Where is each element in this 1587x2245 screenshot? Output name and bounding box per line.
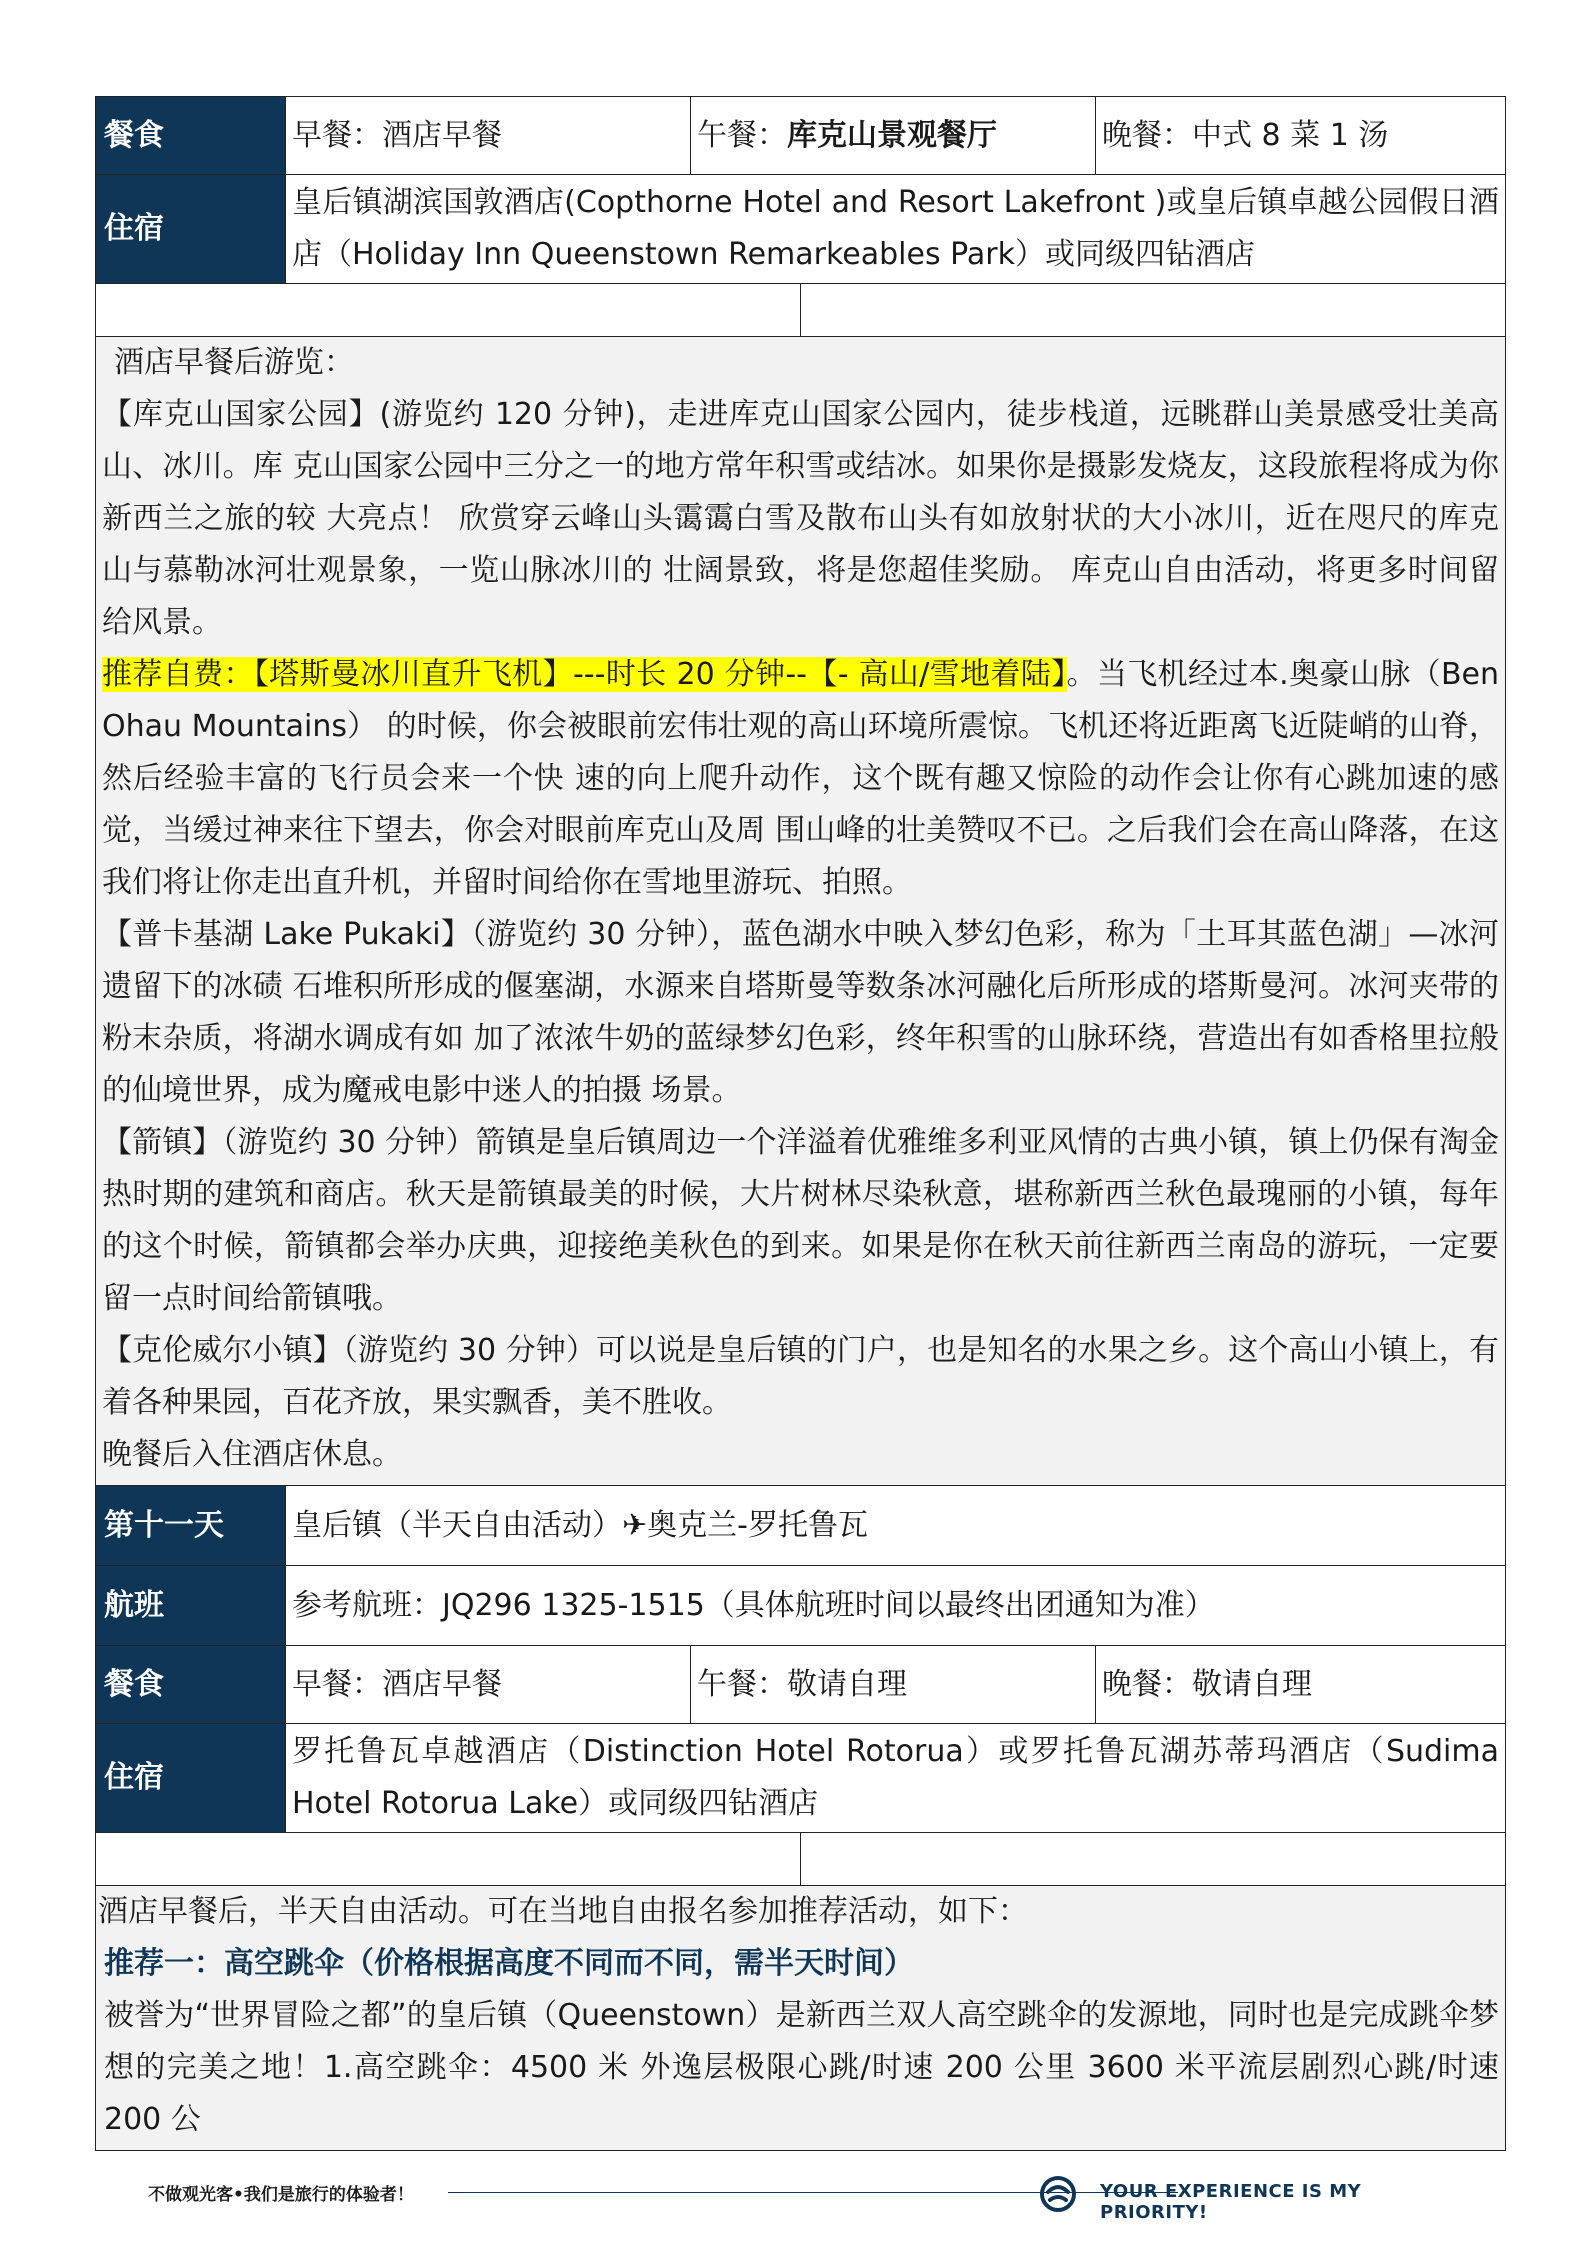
itinerary-lake-pukaki: 【普卡基湖 Lake Pukaki】（游览约 30 分钟），蓝色湖水中映入梦幻色彩，称为「土耳其蓝色湖」—冰河遗留下的冰碛 石堆积所形成的偃塞湖，水源来自塔斯曼等数条冰河融化后所形成的塔斯曼河。冰河夹带的粉末杂质，将湖水调成有如 加了浓浓牛奶的蓝绿梦幻色彩，终年积雪的山脉环绕，营造出有如香格里拉般的仙境世界，成为魔戒电影中迷人的拍摄 场景。 (102, 917, 1499, 1108)
breakfast-cell: 早餐：酒店早餐 (286, 97, 691, 175)
day11-itinerary-cell (96, 1886, 1506, 2151)
helicopter-description: 。当飞机经过本.奥豪山脉（Ben Ohau Mountains） 的时候，你会被眼前宏伟壮观的高山环境所震惊。飞机还将近距离飞近陡峭的山脊，然后经验丰富的飞行员会来一个快 速的向上爬升动作，这个既有趣又惊险的动作会让你有心跳加速的感觉，当缓过神来往下望去，你会对眼前库克山及周 围山峰的壮美赞叹不已。之后我们会在高山降落，在这我们将让你走出直升机，并留时间给你在雪地里游玩、拍照。 (102, 657, 1499, 900)
day10-blank-row (96, 284, 1506, 337)
dinner-cell: 晚餐：中式 8 菜 1 汤 (1096, 97, 1506, 175)
recommendation-text: 被誉为“世界冒险之都”的皇后镇（Queenstown）是新西兰双人高空跳伞的发源地，同时也是完成跳伞梦想的完美之地！1.高空跳伞：4500 米 外逸层极限心跳/时速 200 公里 3600 米平流层剧烈心跳/时速 200 公 (104, 1998, 1499, 2137)
lunch-value: 库克山景观餐厅 (787, 117, 997, 153)
brand-logo-icon (1038, 2174, 1078, 2214)
day11-blank-row (96, 1833, 1506, 1886)
itinerary-intro: 酒店早餐后，半天自由活动。可在当地自由报名参加推荐活动，如下： (98, 1894, 1028, 1929)
lodging-label: 住宿 (96, 1724, 286, 1833)
day10-lodging-row (96, 175, 1506, 284)
day10-meals-row (96, 97, 1506, 175)
lodging-value: 罗托鲁瓦卓越酒店（Distinction Hotel Rotorua）或罗托鲁瓦湖苏蒂玛酒店（Sudima Hotel Rotorua Lake）或同级四钻酒店 (286, 1724, 1506, 1833)
lunch-prefix: 午餐： (697, 117, 787, 153)
optional-tour-highlight: 推荐自费：【塔斯曼冰川直升飞机】---时长 20 分钟--【- 高山/雪地着陆】 (102, 657, 1067, 692)
itinerary-evening: 晚餐后入住酒店休息。 (102, 1437, 402, 1472)
dinner-cell: 晚餐：敬请自理 (1096, 1646, 1506, 1724)
day11-flight-row (96, 1566, 1506, 1646)
itinerary-arrowtown: 【箭镇】（游览约 30 分钟）箭镇是皇后镇周边一个洋溢着优雅维多利亚风情的古典小镇，镇上仍保有淘金热时期的建筑和商店。秋天是箭镇最美的时候，大片树林尽染秋意，堪称新西兰秋色最瑰丽的小镇，每年的这个时候，箭镇都会举办庆典，迎接绝美秋色的到来。如果是你在秋天前往新西兰南岛的游玩，一定要留一点时间给箭镇哦。 (102, 1125, 1499, 1316)
lunch-cell (691, 97, 1096, 175)
itinerary-intro: 酒店早餐后游览： (114, 345, 354, 380)
itinerary-table (95, 96, 1506, 2151)
blank-cell-right (801, 1833, 1506, 1886)
footer-slogan-cn: 不做观光客•我们是旅行的体验者！ (148, 2185, 414, 2205)
day-route: 皇后镇（半天自由活动）✈奥克兰-罗托鲁瓦 (286, 1486, 1506, 1566)
lunch-cell: 午餐：敬请自理 (691, 1646, 1096, 1724)
meals-label: 餐食 (96, 97, 286, 175)
blank-cell-right (801, 284, 1506, 337)
day10-itinerary-cell (96, 337, 1506, 1486)
blank-cell-left (96, 284, 801, 337)
day11-lodging-row (96, 1724, 1506, 1833)
lodging-label: 住宿 (96, 175, 286, 284)
flight-value: 参考航班：JQ296 1325-1515（具体航班时间以最终出团通知为准） (286, 1566, 1506, 1646)
day-label: 第十一天 (96, 1486, 286, 1566)
itinerary-mount-cook: 【库克山国家公园】(游览约 120 分钟)，走进库克山国家公园内，徒步栈道，远眺群山美景感受壮美高山、冰川。库 克山国家公园中三分之一的地方常年积雪或结冰。如果你是摄影发烧友，这段旅程将成为你新西兰之旅的较 大亮点！ 欣赏穿云峰山头霭霭白雪及散布山头有如放射状的大小冰川，近在咫尺的库克山与慕勒冰河壮观景象，一览山脉冰川的 壮阔景致，将是您超佳奖励。 库克山自由活动，将更多时间留给风景。 (102, 397, 1499, 640)
day10-itinerary-row (96, 337, 1506, 1486)
itinerary-cromwell: 【克伦威尔小镇】（游览约 30 分钟）可以说是皇后镇的门户，也是知名的水果之乡。这个高山小镇上，有着各种果园，百花齐放，果实飘香，美不胜收。 (102, 1333, 1499, 1420)
day11-header-row (96, 1486, 1506, 1566)
day11-meals-row (96, 1646, 1506, 1724)
recommendation-title: 推荐一：高空跳伞（价格根据高度不同而不同，需半天时间） (104, 1946, 914, 1981)
meals-label: 餐食 (96, 1646, 286, 1724)
flight-label: 航班 (96, 1566, 286, 1646)
day11-itinerary-row (96, 1886, 1506, 2151)
page-footer (148, 2172, 1458, 2223)
footer-slogan-en: YOUR EXPERIENCE IS MY PRIORITY! (1100, 2181, 1362, 2223)
itinerary-helicopter (102, 649, 1499, 909)
blank-cell-left (96, 1833, 801, 1886)
breakfast-cell: 早餐：酒店早餐 (286, 1646, 691, 1724)
lodging-value: 皇后镇湖滨国敦酒店(Copthorne Hotel and Resort Lakefront )或皇后镇卓越公园假日酒店（Holiday Inn Queenstown Remarkeables Park）或同级四钻酒店 (286, 175, 1506, 284)
